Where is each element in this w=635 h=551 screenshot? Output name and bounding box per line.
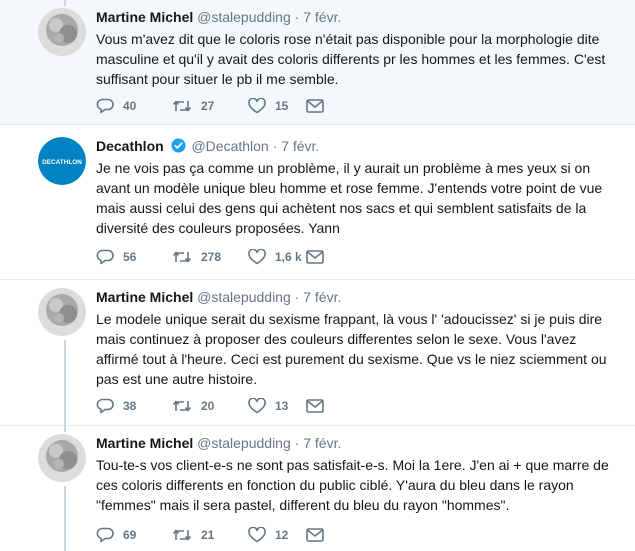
reply-button[interactable] xyxy=(96,249,154,265)
avatar[interactable] xyxy=(38,137,86,185)
like-icon xyxy=(248,98,266,114)
tweet-date[interactable]: 7 févr. xyxy=(303,9,342,25)
reply-count: 38 xyxy=(123,399,137,413)
retweet-count: 21 xyxy=(201,528,215,542)
message-button[interactable] xyxy=(306,399,333,413)
decathlon-logo-text: DECATHLON xyxy=(42,159,82,166)
message-icon xyxy=(306,399,324,413)
tweet-text: Je ne vois pas ça comme un problème, il y aurait un problème à mes yeux si on avant un modèle unique bleu homme et rose femme. J'entends votre point de vue mais aussi celui des gens qui achètent nos sacs et qui semblent satisfaits de la diversité des couleurs proposées. Yann xyxy=(96,160,603,236)
retweet-button[interactable] xyxy=(172,249,230,265)
retweet-button[interactable] xyxy=(172,398,230,414)
like-count: 13 xyxy=(275,399,289,413)
message-icon xyxy=(306,528,324,542)
like-button[interactable] xyxy=(248,398,306,414)
reply-count: 69 xyxy=(123,528,137,542)
like-count: 1,6 k xyxy=(275,250,302,264)
tweet[interactable]: Martine Michel @stalepudding · 7 févr. Le modele unique serait du sexisme frappant, là vous l' 'adoucissez' si je puis dire mais continuez à proposer des couleurs differentes selon le sexe. Vous l'avez affirmé tout à l'heure. Ceci est purement du sexisme. Que vs le niez sciemment ou pas est une autre histoire. 38 20 13 xyxy=(0,280,635,426)
like-button[interactable] xyxy=(248,527,306,543)
tweet-date[interactable]: 7 févr. xyxy=(303,289,342,305)
like-count: 12 xyxy=(275,528,289,542)
tweet-actions xyxy=(96,525,333,545)
author-name[interactable]: Martine Michel xyxy=(96,435,194,451)
reply-icon xyxy=(96,527,114,543)
thread-line xyxy=(64,486,66,551)
reply-count: 56 xyxy=(123,250,137,264)
message-button[interactable] xyxy=(306,99,333,113)
retweet-icon xyxy=(172,398,192,414)
retweet-button[interactable] xyxy=(172,527,230,543)
retweet-icon xyxy=(172,527,192,543)
retweet-count: 27 xyxy=(201,99,215,113)
retweet-button[interactable] xyxy=(172,98,230,114)
verified-icon xyxy=(171,138,186,153)
reply-icon xyxy=(96,98,114,114)
thread-line xyxy=(64,340,66,426)
reply-count: 40 xyxy=(123,99,137,113)
author-name[interactable]: Martine Michel xyxy=(96,9,194,25)
retweet-count: 20 xyxy=(201,399,215,413)
retweet-count: 278 xyxy=(201,250,222,264)
thread-line xyxy=(64,0,66,6)
author-handle[interactable]: @stalepudding xyxy=(197,435,291,451)
avatar[interactable] xyxy=(38,8,86,56)
author-handle[interactable]: @stalepudding xyxy=(197,289,291,305)
message-button[interactable] xyxy=(306,528,333,542)
reply-icon xyxy=(96,249,114,265)
like-icon xyxy=(248,398,266,414)
author-name[interactable]: Martine Michel xyxy=(96,289,194,305)
like-button[interactable] xyxy=(248,249,306,265)
avatar[interactable] xyxy=(38,434,86,482)
like-icon xyxy=(248,249,266,265)
reply-button[interactable] xyxy=(96,398,154,414)
author-handle[interactable]: @Decathlon xyxy=(191,138,269,154)
like-button[interactable] xyxy=(248,98,306,114)
tweet-text: Vous m'avez dit que le coloris rose n'était pas disponible pour la morphologie dite masculine et qu'il y avait des coloris differents pr les hommes et les femmes. C'est suffisant pour situer le pb il me semble. xyxy=(96,31,606,87)
message-button[interactable] xyxy=(306,250,333,264)
reply-button[interactable] xyxy=(96,98,154,114)
like-icon xyxy=(248,527,266,543)
like-count: 15 xyxy=(275,99,289,113)
retweet-icon xyxy=(172,98,192,114)
tweet-actions xyxy=(96,396,333,416)
reply-button[interactable] xyxy=(96,527,154,543)
tweet[interactable]: Martine Michel @stalepudding · 7 févr. Vous m'avez dit que le coloris rose n'était pas disponible pour la morphologie dite masculine et qu'il y avait des coloris differents pr les hommes et les femmes. C'est suffisant pour situer le pb il me semble. 40 27 15 xyxy=(0,0,635,125)
retweet-icon xyxy=(172,249,192,265)
thread-line xyxy=(64,426,66,432)
tweet-text: Tou-te-s vos client-e-s ne sont pas satisfait-e-s. Moi la 1ere. J'en ai + que marre de ces coloris differents en fonction du public ciblé. Y'aura du bleu dans le rayon "femmes" mais il sera pastel, different du bleu du rayon "hommes". xyxy=(96,457,609,513)
message-icon xyxy=(306,250,324,264)
tweet-date[interactable]: 7 févr. xyxy=(281,138,320,154)
author-handle[interactable]: @stalepudding xyxy=(197,9,291,25)
tweet[interactable]: DECATHLON Decathlon @Decathlon · 7 févr. Je ne vois pas ça comme un problème, il y aurait un problème à mes yeux si on avant un modèle unique bleu homme et rose femme. J'entends votre point de vue mais aussi celui des gens qui achètent nos sacs et qui semblent satisfaits de la diversité des couleurs proposées. Yann 56 278 1,6 k xyxy=(0,125,635,280)
message-icon xyxy=(306,99,324,113)
tweet-date[interactable]: 7 févr. xyxy=(303,435,342,451)
tweet-actions xyxy=(96,96,333,116)
author-name[interactable]: Decathlon xyxy=(96,138,164,154)
tweet[interactable]: Martine Michel @stalepudding · 7 févr. Tou-te-s vos client-e-s ne sont pas satisfait-e-s. Moi la 1ere. J'en ai + que marre de ces coloris differents en fonction du public ciblé. Y'aura du bleu dans le rayon "femmes" mais il sera pastel, different du bleu du rayon "hommes". 69 21 12 xyxy=(0,426,635,551)
reply-icon xyxy=(96,398,114,414)
tweet-actions xyxy=(96,247,333,267)
tweet-text: Le modele unique serait du sexisme frappant, là vous l' 'adoucissez' si je puis dire mais continuez à proposer des couleurs differentes selon le sexe. Vous l'avez affirmé tout à l'heure. Ceci est purement du sexisme. Que vs le niez sciemment ou pas est une autre histoire. xyxy=(96,311,607,387)
avatar[interactable] xyxy=(38,288,86,336)
